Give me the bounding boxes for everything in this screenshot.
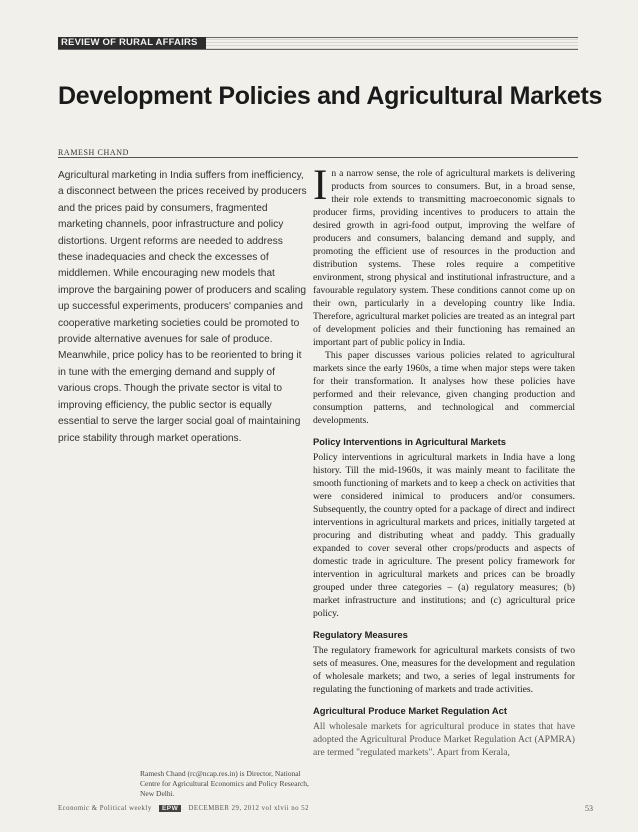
- page-footer: [58, 805, 578, 812]
- issue-info: DECEMBER 29, 2012 vol xlvii no 52: [188, 805, 309, 812]
- section-header-bar: [58, 37, 578, 50]
- author-footnote: Ramesh Chand (rc@ncap.res.in) is Director, National Centre for Agricultural Economics and Policy Research, New Delhi.: [140, 769, 309, 798]
- intro-paragraph: [313, 162, 575, 349]
- section-label: REVIEW OF RURAL AFFAIRS: [58, 37, 206, 49]
- abstract: Agricultural marketing in India suffers from inefficiency, a disconnect between the prices received by producers and the prices paid by consumers, fragmented marketing channels, poor infrastructure and policy distortions. Urgent reforms are needed to address these inadequacies and check the excesses of middlemen. While encouraging new models that improve the bargaining power of producers and scaling up successful experiments, producers' companies and cooperative marketing societies could be promoted to provide alternative avenues for sale of produce. Meanwhile, price policy has to be reoriented to bring it in tune with the emerging demand and supply of various crops. Though the private sector is vital to improving efficiency, the public sector is equally essential to serve the larger social goal of maintaining price stability through market operations.: [58, 170, 307, 444]
- journal-name: Economic & Political weekly: [58, 805, 152, 812]
- drop-cap: I: [313, 162, 328, 209]
- heading-apmr-act: Agricultural Produce Market Regulation Act: [313, 705, 507, 716]
- paragraph-3: Policy interventions in agricultural markets in India have a long history. Till the mid-1960s, it was mainly meant to facilitate the smooth functioning of markets and to keep a check on activities that were considered inimical to producers and/or consumers. Subsequently, the country opted for a package of direct and indirect interventions in agricultural markets and prices, initially targeted at procuring and distributing wheat and paddy. This gradually expanded to cover several other crops/products and aspects of domestic trade in agriculture. The present policy framework for intervention in agricultural markets and prices can be broadly grouped under three categories – (a) regulatory measures; (b) market infrastructure and institutions; and (c) agricultural price policy.: [313, 452, 575, 619]
- paragraph-2: This paper discusses various policies related to agricultural markets since the early 1960s, a time when major steps were taken for their transformation. It analyses how these policies have performed and their relevance, given changing production and consumption patterns, and technological and commercial developments.: [313, 350, 575, 426]
- article-title: Development Policies and Agricultural Markets: [58, 82, 603, 110]
- heading-policy-interventions: Policy Interventions in Agricultural Markets: [313, 436, 506, 447]
- epw-logo: EPW: [159, 805, 181, 812]
- paragraph-4: The regulatory framework for agricultural markets consists of two sets of measures. One, measures for the development and regulation of wholesale markets; and two, a series of legal instruments for regulating the functioning of markets and trade activities.: [313, 645, 575, 695]
- paragraph-5: All wholesale markets for agricultural produce in states that have adopted the Agricultural Produce Market Regulation Act (APMRA) are termed "regulated markets". Apart from Kerala,: [313, 721, 575, 758]
- body-column: [313, 162, 575, 759]
- author-name: RAMESH CHAND: [58, 148, 129, 157]
- intro-text: n a narrow sense, the role of agricultural markets is delivering products from sources to consumers. But, in a broad sense, their role extends to transmitting macroeconomic signals to producer firms, providing incentives to producers to attain the desired growth in agri-food output, improving the welfare of producers and consumers, balancing demand and supply, and promoting the efficient use of resources in the production and distribution systems. These roles require a competitive environment, strong physical and institutional infrastructure, and a favourable regulatory system. These conditions cannot come up on their own, particularly in a developing country like India. Therefore, agricultural market policies are treated as an integral part of development policies and their functioning has remained an important part of public policy in India.: [313, 168, 575, 348]
- heading-regulatory-measures: Regulatory Measures: [313, 629, 408, 640]
- title-rule: [58, 157, 578, 158]
- page-number: 53: [585, 804, 593, 813]
